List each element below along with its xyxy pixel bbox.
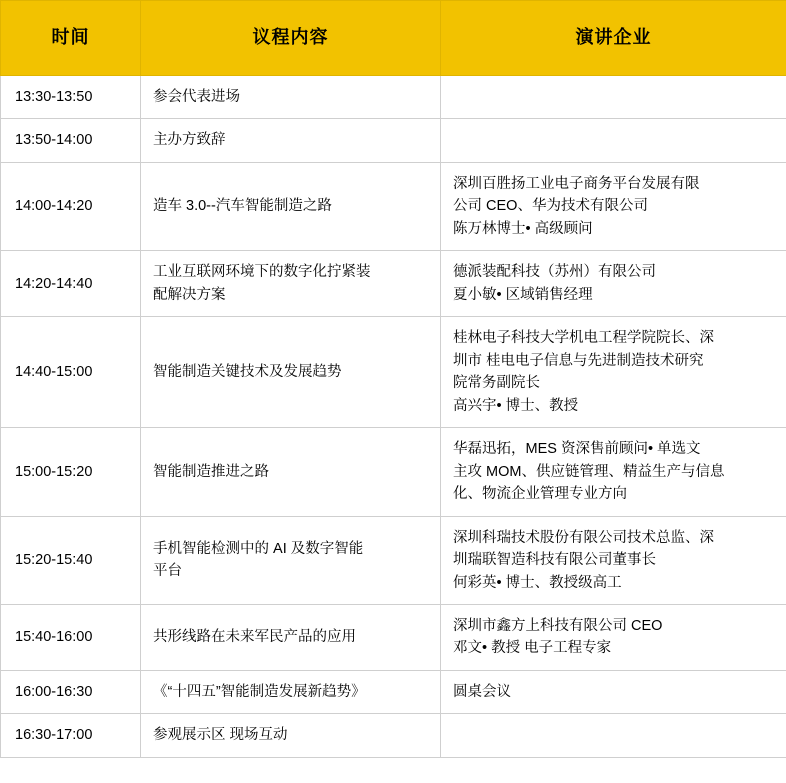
cell-speaker: [441, 604, 786, 670]
cell-speaker-line: 圳瑞联智造科技有限公司董事长: [453, 552, 656, 569]
table-row: [1, 251, 786, 317]
cell-topic: [141, 604, 441, 670]
cell-speaker: [441, 119, 786, 162]
table-row: [1, 604, 786, 670]
cell-topic-line: 参观展示区 现场互动: [153, 727, 288, 744]
cell-topic: [141, 317, 441, 428]
cell-speaker-line: 邓文• 教授 电子工程专家: [453, 640, 612, 657]
cell-speaker: [441, 714, 786, 757]
cell-topic-line: 《“十四五”智能制造发展新趋势》: [153, 683, 366, 700]
cell-time: 14:40-15:00: [1, 317, 141, 428]
cell-speaker-line: 德派装配科技（苏州）有限公司: [453, 264, 656, 281]
cell-speaker: [441, 317, 786, 428]
cell-speaker-line: 化、物流企业管理专业方向: [453, 486, 627, 503]
cell-time: 15:00-15:20: [1, 428, 141, 516]
cell-time: 14:20-14:40: [1, 251, 141, 317]
column-header-speaker: 演讲企业: [441, 1, 786, 76]
cell-speaker-line: 公司 CEO、华为技术有限公司: [453, 198, 648, 215]
cell-time: 15:40-16:00: [1, 604, 141, 670]
column-header-time: 时间: [1, 1, 141, 76]
table-header-row: [1, 1, 786, 76]
cell-topic: [141, 428, 441, 516]
cell-speaker: [441, 162, 786, 250]
cell-topic: [141, 516, 441, 604]
cell-topic-line: 参会代表进场: [153, 89, 240, 105]
column-header-topic: 议程内容: [141, 1, 441, 76]
cell-topic: [141, 119, 441, 162]
cell-speaker: [441, 76, 786, 119]
table-row: [1, 516, 786, 604]
table-row: [1, 162, 786, 250]
cell-speaker: [441, 251, 786, 317]
cell-speaker-line: 主攻 MOM、供应链管理、精益生产与信息: [453, 463, 725, 480]
table-row: [1, 119, 786, 162]
cell-speaker-line: 何彩英• 博士、教授级高工: [453, 574, 622, 591]
cell-time: 16:00-16:30: [1, 670, 141, 713]
cell-speaker-line: 圆桌会议: [453, 683, 511, 700]
cell-topic-line: 造车 3.0--汽车智能制造之路: [153, 198, 332, 215]
cell-topic-line: 共形线路在未来军民产品的应用: [153, 629, 356, 646]
cell-speaker-line: 深圳市鑫方上科技有限公司 CEO: [453, 617, 663, 634]
table-body: [1, 76, 786, 758]
cell-topic-line: 智能制造关键技术及发展趋势: [153, 363, 342, 380]
cell-time: 14:00-14:20: [1, 162, 141, 250]
cell-time: 13:50-14:00: [1, 119, 141, 162]
table-row: [1, 670, 786, 713]
cell-speaker: [441, 516, 786, 604]
table-header: [1, 1, 786, 76]
cell-topic-line: 智能制造推进之路: [153, 463, 269, 480]
cell-speaker-line: 陈万林博士• 高级顾问: [453, 220, 593, 237]
cell-speaker-line: 院常务副院长: [453, 375, 540, 392]
cell-time: 16:30-17:00: [1, 714, 141, 757]
cell-topic-line: 手机智能检测中的 AI 及数字智能: [153, 540, 364, 557]
cell-speaker-line: 深圳科瑞技术股份有限公司技术总监、深: [453, 529, 714, 546]
cell-speaker-line: 深圳百胜扬工业电子商务平台发展有限: [453, 175, 700, 192]
cell-topic-line: 工业互联网环境下的数字化拧紧装: [153, 264, 371, 281]
cell-topic: [141, 670, 441, 713]
cell-time: 15:20-15:40: [1, 516, 141, 604]
cell-topic-line: 主办方致辞: [153, 132, 226, 149]
cell-topic: [141, 162, 441, 250]
cell-topic: [141, 76, 441, 119]
cell-speaker-line: 夏小敏• 区域销售经理: [453, 286, 593, 303]
cell-speaker-line: 高兴宇• 博士、教授: [453, 397, 579, 414]
cell-speaker: [441, 670, 786, 713]
cell-speaker-line: 华磊迅拓，MES 资深售前顾问• 单选文: [453, 441, 701, 458]
cell-topic-line: 配解决方案: [153, 286, 226, 303]
cell-time: 13:30-13:50: [1, 76, 141, 119]
cell-topic: [141, 251, 441, 317]
table-row: [1, 714, 786, 757]
table-row: [1, 317, 786, 428]
cell-speaker-line: 桂林电子科技大学机电工程学院院长、深: [453, 330, 714, 347]
cell-speaker-line: 圳市 桂电电子信息与先进制造技术研究: [453, 352, 704, 369]
table-row: [1, 428, 786, 516]
table-row: [1, 76, 786, 119]
cell-topic: [141, 714, 441, 757]
cell-speaker: [441, 428, 786, 516]
cell-topic-line: 平台: [153, 563, 182, 580]
